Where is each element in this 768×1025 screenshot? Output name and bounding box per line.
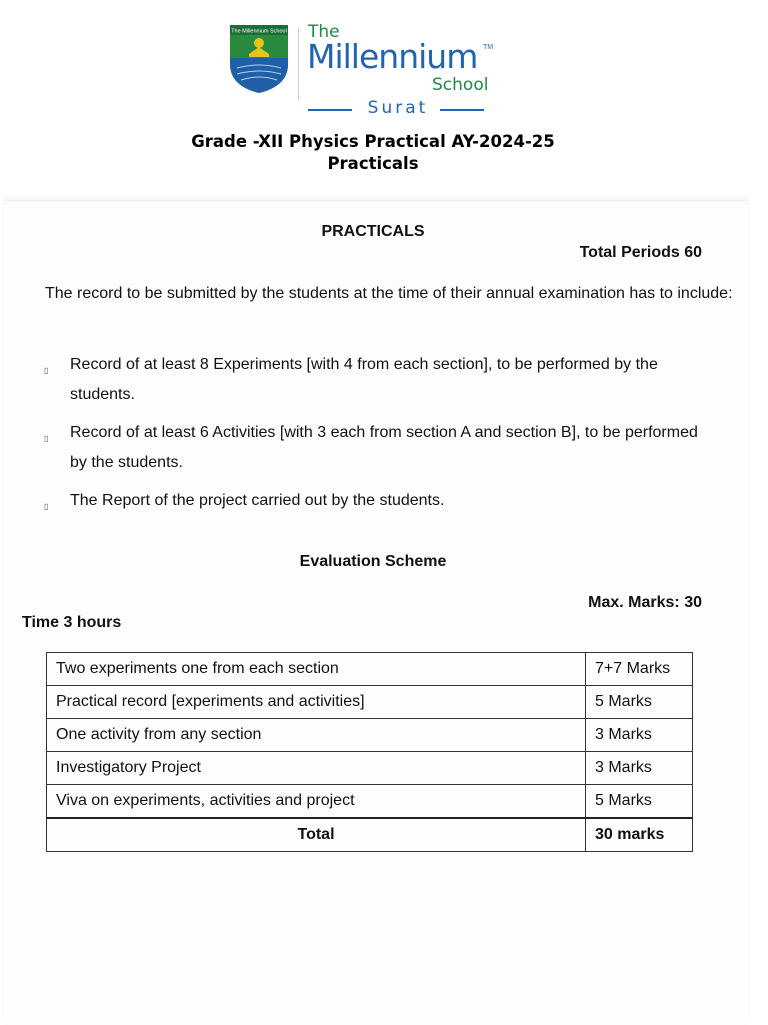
document-title [0, 131, 746, 175]
table-cell-marks: 7+7 Marks [586, 653, 693, 686]
table-row [47, 686, 693, 719]
bullet-icon: ▯ [44, 434, 49, 443]
time-duration: Time 3 hours [22, 614, 122, 631]
city-line-right [440, 109, 484, 111]
table-total-label: Total [47, 818, 586, 852]
logo-divider [298, 28, 299, 100]
practicals-heading: PRACTICALS [321, 223, 425, 240]
table-cell-marks: 3 Marks [586, 719, 693, 752]
table-cell-item: One activity from any section [47, 719, 586, 752]
city-line-left [308, 109, 352, 111]
table-row [47, 752, 693, 785]
school-crest-icon [229, 24, 289, 94]
max-marks: Max. Marks: 30 [588, 594, 702, 611]
evaluation-heading: Evaluation Scheme [299, 553, 447, 570]
table-cell-marks: 5 Marks [586, 785, 693, 819]
brand-city-row [308, 98, 486, 120]
table-total-row [47, 818, 693, 852]
total-periods: Total Periods 60 [579, 244, 702, 261]
intro-paragraph: The record to be submitted by the students at the time of their annual examination has to include: [45, 285, 733, 302]
syllabus-page [4, 200, 748, 1025]
table-row [47, 719, 693, 752]
brand-city: Surat [367, 98, 429, 118]
brand-school: School [432, 75, 489, 95]
title-line-2: Practicals [327, 154, 419, 173]
school-logo [229, 18, 499, 123]
bullet-item-experiments: Record of at least 8 Experiments [with 4 from each section], to be performed by the students. [70, 356, 658, 403]
bullet-icon: ▯ [44, 366, 49, 375]
table-cell-item: Investigatory Project [47, 752, 586, 785]
brand-the: The [308, 22, 340, 42]
table-row [47, 653, 693, 686]
table-cell-marks: 3 Marks [586, 752, 693, 785]
table-cell-item: Practical record [experiments and activities] [47, 686, 586, 719]
bullet-item-activities: Record of at least 6 Activities [with 3 each from section A and section B], to be performed by the students. [70, 424, 698, 471]
evaluation-table [46, 652, 693, 852]
header [0, 0, 768, 200]
table-total-marks: 30 marks [586, 818, 693, 852]
bullet-icon: ▯ [44, 502, 49, 511]
table-row [47, 785, 693, 819]
table-cell-item: Two experiments one from each section [47, 653, 586, 686]
table-cell-marks: 5 Marks [586, 686, 693, 719]
table-cell-item: Viva on experiments, activities and project [47, 785, 586, 819]
brand-name: Millennium [307, 37, 478, 76]
crest-text: The Millennium School [231, 28, 287, 35]
trademark-mark: TM [483, 44, 494, 51]
title-line-1: Grade -XII Physics Practical AY-2024-25 [191, 132, 555, 151]
bullet-item-project: The Report of the project carried out by the students. [70, 492, 445, 509]
